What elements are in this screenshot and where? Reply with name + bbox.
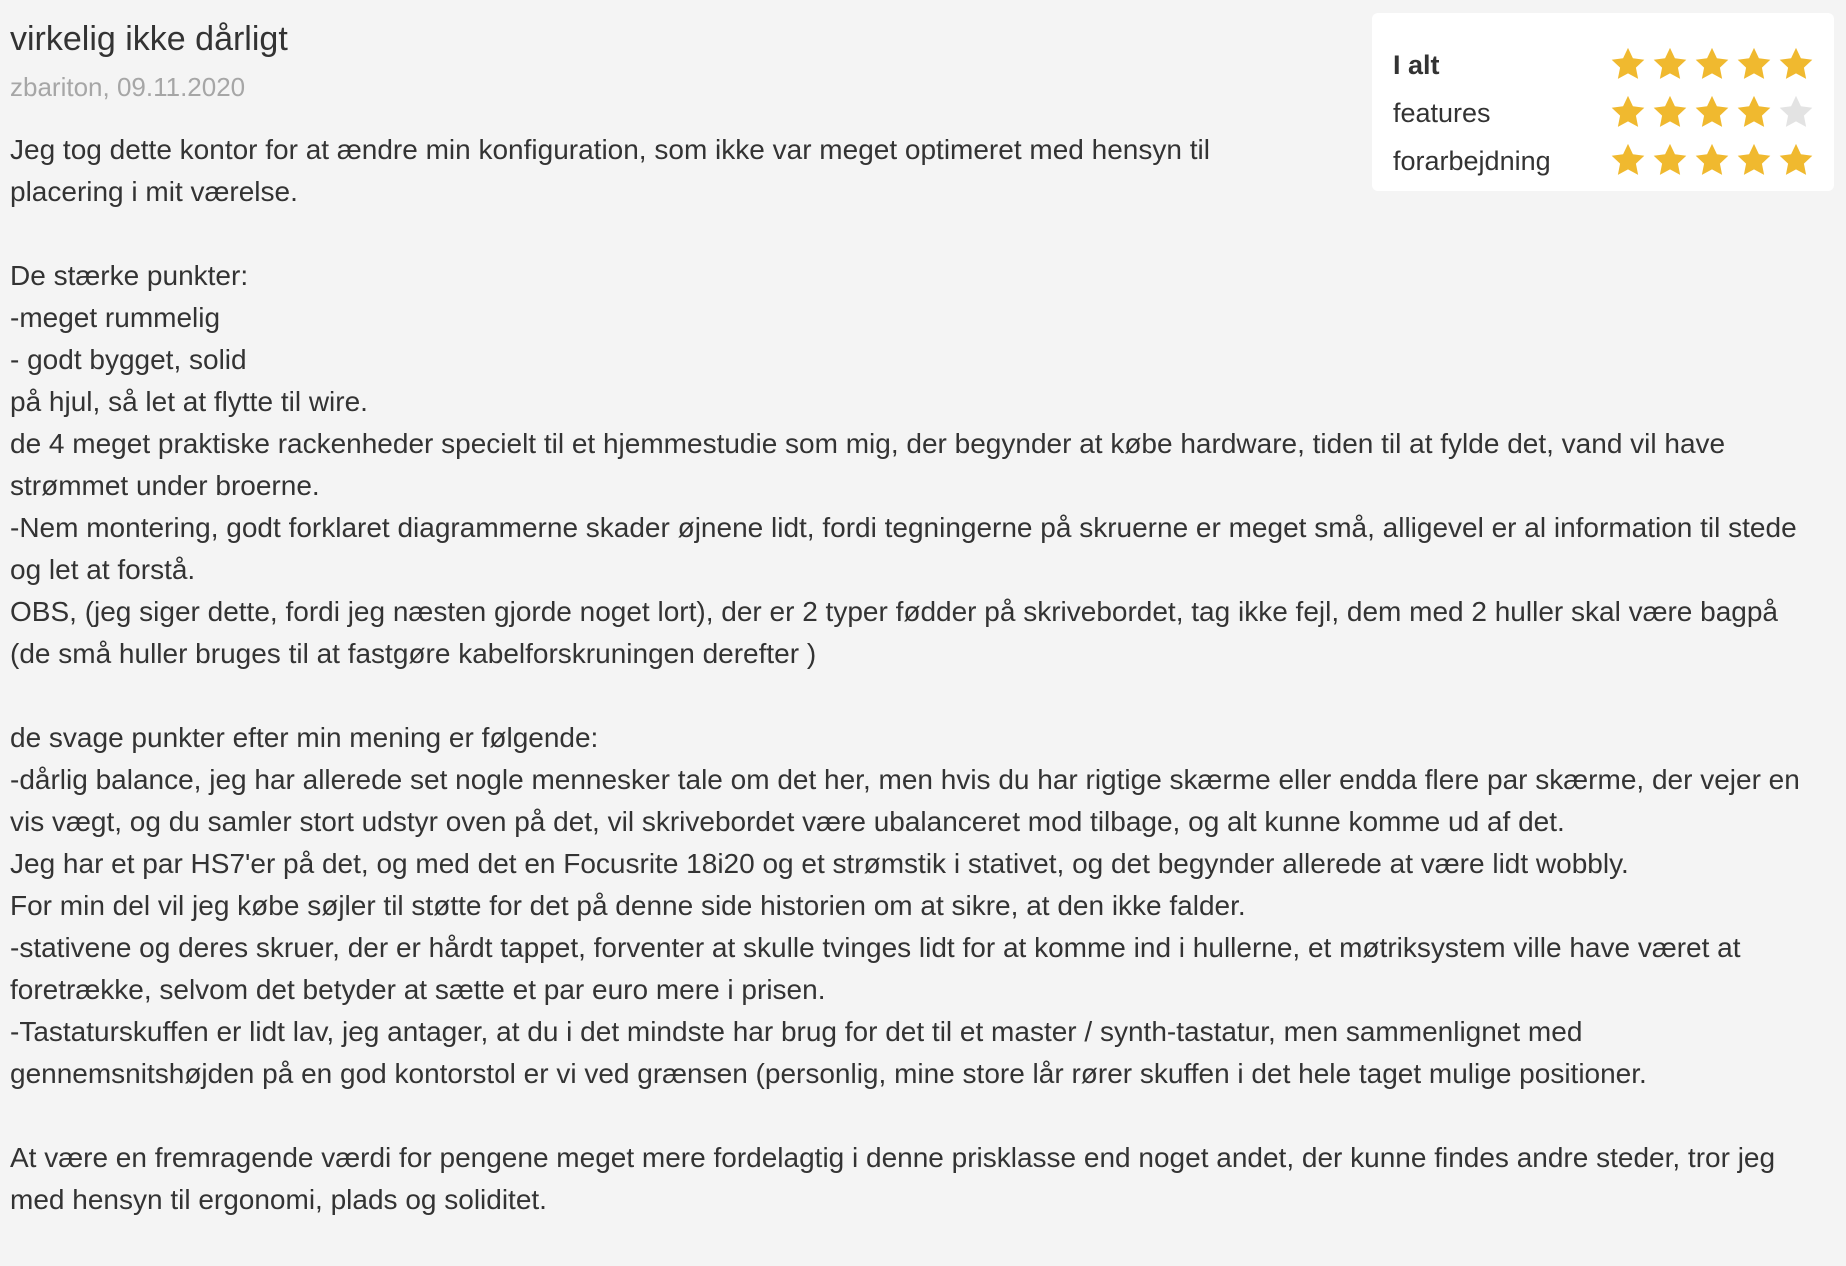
review-paragraph: -stativene og deres skruer, der er hårdt tappet, forventer at skulle tvinges lidt for at komme ind i hullerne, et møtriksystem ville have været at foretrække, selvom det betyder at sætte et par euro mere i prisen. bbox=[10, 932, 1741, 1005]
rating-label: forarbejdning bbox=[1393, 146, 1551, 176]
star-filled-icon bbox=[1777, 141, 1815, 179]
star-filled-icon bbox=[1735, 141, 1773, 179]
review-author-date: zbariton, 09.11.2020 bbox=[10, 72, 246, 102]
star-filled-icon bbox=[1609, 93, 1647, 131]
star-rating bbox=[1609, 93, 1819, 133]
review-title: virkelig ikke dårligt bbox=[10, 20, 288, 58]
review-paragraph: OBS, (jeg siger dette, fordi jeg næsten gjorde noget lort), der er 2 typer fødder på skrivebordet, tag ikke fejl, dem med 2 huller skal være bagpå (de små huller bruges til at fastgøre kabelforskruningen derefter ) bbox=[10, 596, 1779, 669]
star-filled-icon bbox=[1693, 45, 1731, 83]
star-filled-icon bbox=[1735, 45, 1773, 83]
review-paragraph: - godt bygget, solid bbox=[10, 344, 247, 375]
review-paragraph bbox=[10, 1095, 1820, 1137]
star-filled-icon bbox=[1693, 93, 1731, 131]
star-empty-icon bbox=[1777, 93, 1815, 131]
review-body bbox=[10, 129, 1820, 1221]
rating-row-overall bbox=[1393, 41, 1818, 89]
star-filled-icon bbox=[1651, 141, 1689, 179]
review-paragraph: Jeg tog dette kontor for at ændre min konfiguration, som ikke var meget optimeret med hensyn til placering i mit værelse. bbox=[10, 134, 1210, 207]
rating-row-craftsmanship bbox=[1393, 137, 1818, 185]
review-paragraph: De stærke punkter: bbox=[10, 260, 249, 291]
review-paragraph: For min del vil jeg købe søjler til støtte for det på denne side historien om at sikre, at den ikke falder. bbox=[10, 890, 1246, 921]
review-paragraph: -meget rummelig bbox=[10, 302, 221, 333]
review-paragraph: At være en fremragende værdi for pengene meget mere fordelagtig i denne prisklasse end noget andet, der kunne findes andre steder, tror jeg med hensyn til ergonomi, plads og soliditet. bbox=[10, 1142, 1776, 1215]
review-paragraph: -dårlig balance, jeg har allerede set nogle mennesker tale om det her, men hvis du har rigtige skærme eller endda flere par skærme, der vejer en vis vægt, og du samler stort udstyr oven på det, vil skrivebordet være ubalanceret mod tilbage, og alt kunne komme ud af det. bbox=[10, 764, 1800, 837]
star-filled-icon bbox=[1609, 45, 1647, 83]
review-paragraph bbox=[10, 675, 1820, 717]
review-paragraph: -Nem montering, godt forklaret diagrammerne skader øjnene lidt, fordi tegningerne på skruerne er meget små, alligevel er al information til stede og let at forstå. bbox=[10, 512, 1797, 585]
review-paragraph: de svage punkter efter min mening er følgende: bbox=[10, 722, 599, 753]
rating-summary bbox=[1372, 13, 1834, 191]
star-filled-icon bbox=[1735, 93, 1773, 131]
review-paragraph: -Tastaturskuffen er lidt lav, jeg antager, at du i det mindste har brug for det til et master / synth-tastatur, men sammenlignet med gennemsnitshøjden på en god kontorstol er vi ved grænsen (personlig, mine store lår rører skuffen i det hele taget mulige positioner. bbox=[10, 1016, 1647, 1089]
star-filled-icon bbox=[1693, 141, 1731, 179]
review-paragraph: Jeg har et par HS7'er på det, og med det en Focusrite 18i20 og et strømstik i stativet, og det begynder allerede at være lidt wobbly. bbox=[10, 848, 1629, 879]
star-rating bbox=[1609, 45, 1819, 85]
rating-row-features bbox=[1393, 89, 1818, 137]
review-paragraph: på hjul, så let at flytte til wire. bbox=[10, 386, 368, 417]
star-filled-icon bbox=[1651, 45, 1689, 83]
star-rating bbox=[1609, 141, 1819, 181]
star-filled-icon bbox=[1609, 141, 1647, 179]
rating-label: I alt bbox=[1393, 50, 1440, 80]
star-filled-icon bbox=[1777, 45, 1815, 83]
review-paragraph: de 4 meget praktiske rackenheder specielt til et hjemmestudie som mig, der begynder at købe hardware, tiden til at fylde det, vand vil have strømmet under broerne. bbox=[10, 428, 1726, 501]
rating-label: features bbox=[1393, 98, 1491, 128]
review-paragraph bbox=[10, 213, 1820, 255]
star-filled-icon bbox=[1651, 93, 1689, 131]
